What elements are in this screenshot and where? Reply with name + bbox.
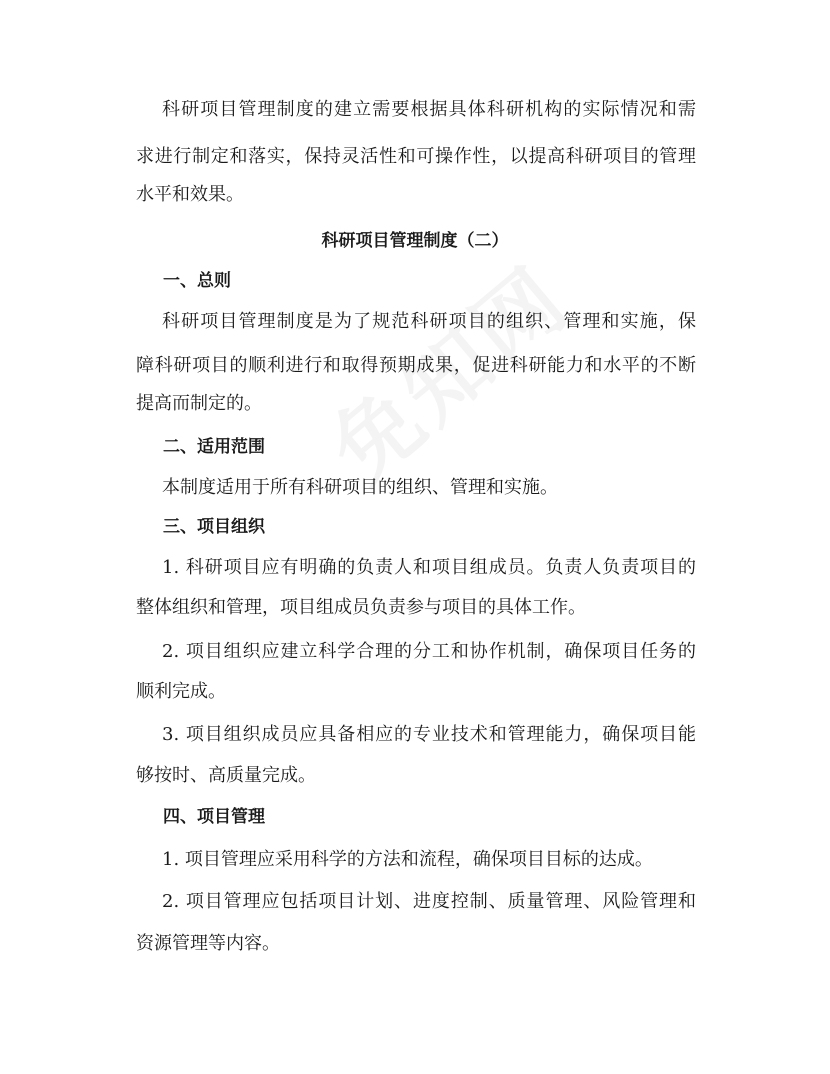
organization-item-1-line-1: 1. 科研项目应有明确的负责人和项目组成员。负责人负责项目的 — [162, 557, 696, 578]
document-title: 科研项目管理制度（二） — [321, 231, 509, 251]
general-line-1: 科研项目管理制度是为了规范科研项目的组织、管理和实施，保 — [162, 311, 696, 332]
management-item-2-line-2: 资源管理等内容。 — [136, 933, 280, 954]
section-heading-management: 四、项目管理 — [163, 807, 265, 827]
intro-line-2: 求进行制定和落实，保持灵活性和可操作性，以提高科研项目的管理 — [136, 146, 696, 167]
intro-line-3: 水平和效果。 — [136, 184, 244, 205]
section-heading-organization: 三、项目组织 — [163, 517, 265, 537]
organization-item-2-line-1: 2. 项目组织应建立科学合理的分工和协作机制，确保项目任务的 — [162, 641, 696, 662]
management-item-1-line-1: 1. 项目管理应采用科学的方法和流程，确保项目目标的达成。 — [162, 849, 653, 870]
section-heading-scope: 二、适用范围 — [163, 437, 265, 457]
section-heading-general: 一、总则 — [163, 271, 231, 291]
management-item-2-line-1: 2. 项目管理应包括项目计划、进度控制、质量管理、风险管理和 — [162, 891, 696, 912]
organization-item-3-line-1: 3. 项目组织成员应具备相应的专业技术和管理能力，确保项目能 — [162, 724, 696, 745]
scope-line-1: 本制度适用于所有科研项目的组织、管理和实施。 — [162, 477, 558, 498]
organization-item-1-line-2: 整体组织和管理，项目组成员负责参与项目的具体工作。 — [136, 597, 586, 618]
organization-item-2-line-2: 顺利完成。 — [136, 681, 226, 702]
general-line-3: 提高而制定的。 — [136, 393, 262, 414]
intro-line-1: 科研项目管理制度的建立需要根据具体科研机构的实际情况和需 — [162, 99, 696, 120]
general-line-2: 障科研项目的顺利进行和取得预期成果，促进科研能力和水平的不断 — [136, 355, 696, 376]
organization-item-3-line-2: 够按时、高质量完成。 — [136, 765, 316, 786]
